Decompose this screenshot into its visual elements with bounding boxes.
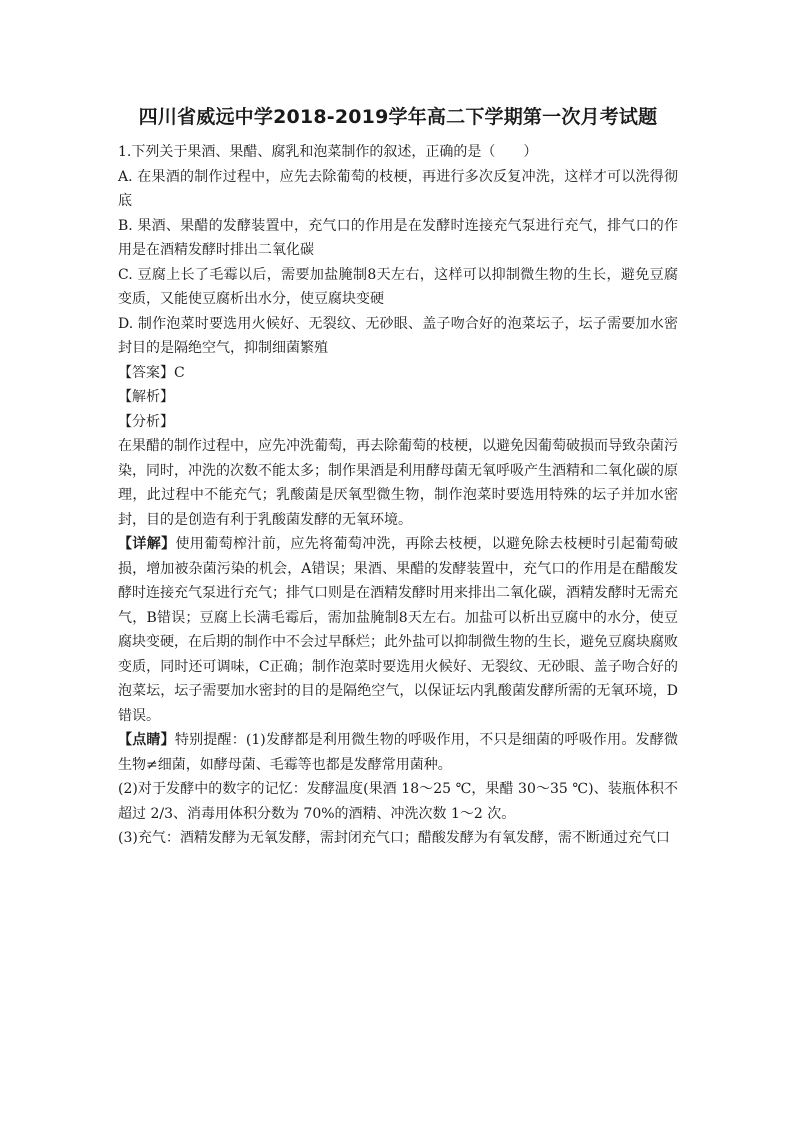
document-page — [118, 104, 678, 851]
option-c: C. 豆腐上长了毛霉以后，需要加盐腌制8天左右，这样可以抑制微生物的生长，避免豆腐变质，又能使豆腐析出水分，使豆腐块变硬 — [118, 266, 678, 307]
analysis-label: 【解析】 — [118, 389, 174, 405]
note-2: (2)对于发酵中的数字的记忆：发酵温度(果酒 18～25 ℃，果醋 30～35 ℃)、装瓶体积不超过 2/3、消毒用体积分数为 70%的酒精、冲洗次数 1～2 次。 — [118, 781, 678, 822]
detail-paragraph — [118, 532, 678, 728]
dianjing-label: 【点睛】 — [118, 732, 175, 748]
option-a: A. 在果酒的制作过程中，应先去除葡萄的枝梗，再进行多次反复冲洗，这样才可以洗得彻底 — [118, 168, 678, 209]
detail-label: 【详解】 — [118, 536, 176, 552]
dianjing-text: 特别提醒：(1)发酵都是利用微生物的呼吸作用，不只是细菌的呼吸作用。发酵微生物≠细菌，如酵母菌、毛霉等也都是发酵常用菌种。 — [118, 732, 678, 773]
detail-text: 使用葡萄榨汁前，应先将葡萄冲洗，再除去枝梗，以避免除去枝梗时引起葡萄破损，增加被杂菌污染的机会，A错误；果酒、果醋的发酵装置中，充气口的作用是在醋酸发酵时连接充气泵进行充气；排气口则是在酒精发酵时用来排出二氧化碳，酒精发酵时无需充气，B错误；豆腐上长满毛霉后，需加盐腌制8天左右。加盐可以析出豆腐中的水分，使豆腐块变硬，在后期的制作中不会过早酥烂；此外盐可以抑制微生物的生长，避免豆腐块腐败变质，同时还可调味，C正确；制作泡菜时要选用火候好、无裂纹、无砂眼、盖子吻合好的泡菜坛，坛子需要加水密封的目的是隔绝空气，以保证坛内乳酸菌发酵所需的无氧环境，D错误。 — [118, 536, 679, 724]
dianjing-paragraph — [118, 728, 678, 777]
page-title: 四川省威远中学2018-2019学年高二下学期第一次月考试题 — [138, 106, 658, 128]
option-d: D. 制作泡菜时要选用火候好、无裂纹、无砂眼、盖子吻合好的泡菜坛子，坛子需要加水密封目的是隔绝空气，抑制细菌繁殖 — [118, 315, 678, 356]
question-stem: 1.下列关于果酒、果醋、腐乳和泡菜制作的叙述，正确的是（ ） — [118, 144, 538, 160]
answer-line: 【答案】C — [118, 364, 185, 381]
note-3: (3)充气：酒精发酵为无氧发酵，需封闭充气口；醋酸发酵为有氧发酵，需不断通过充气口 — [118, 830, 670, 846]
fenxi-text: 在果醋的制作过程中，应先冲洗葡萄，再去除葡萄的枝梗，以避免因葡萄破损而导致杂菌污染，同时，冲洗的次数不能太多；制作果酒是利用酵母菌无氧呼吸产生酒精和二氧化碳的原理，此过程中不能充气；乳酸菌是厌氧型微生物，制作泡菜时要选用特殊的坛子并加水密封，目的是创造有利于乳酸菌发酵的无氧环境。 — [118, 438, 678, 528]
fenxi-label: 【分析】 — [118, 413, 174, 430]
option-b: B. 果酒、果醋的发酵装置中，充气口的作用是在发酵时连接充气泵进行充气，排气口的作用是在酒精发酵时排出二氧化碳 — [118, 217, 678, 258]
